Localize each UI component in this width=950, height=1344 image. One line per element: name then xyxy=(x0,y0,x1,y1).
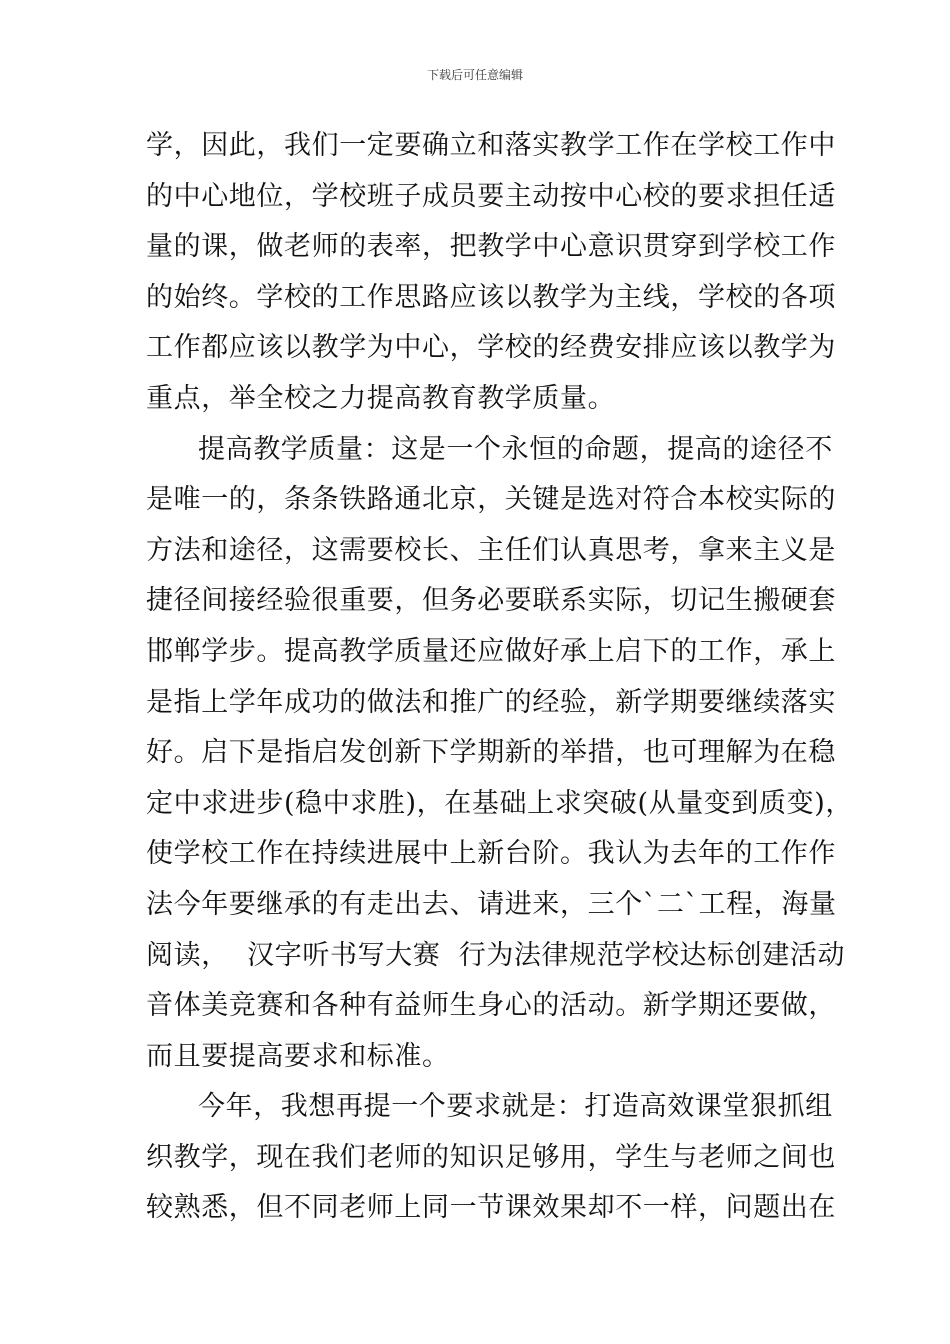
text-line: 方法和途径，这需要校长、主任们认真思考，拿来主义是 xyxy=(146,534,836,566)
text-line: 而且要提高要求和标准。 xyxy=(146,1040,450,1072)
text-line: 今年，我想再提一个要求就是：打造高效课堂狠抓组 xyxy=(198,1091,833,1123)
text-line: 工作都应该以教学为中心，学校的经费安排应该以教学为 xyxy=(146,332,836,364)
document-body xyxy=(146,121,853,1234)
text-line: 提高教学质量：这是一个永恒的命题，提高的途径不 xyxy=(198,433,833,465)
text-line: 量的课，做老师的表率，把教学中心意识贯穿到学校工作 xyxy=(146,231,836,263)
text-line: 使学校工作在持续进展中上新台阶。我认为去年的工作作 xyxy=(146,838,836,870)
text-line: 学，因此，我们一定要确立和落实教学工作在学校工作中 xyxy=(146,130,836,161)
text-line: 邯郸学步。提高教学质量还应做好承上启下的工作，承上 xyxy=(146,635,836,667)
text-line: 的中心地位，学校班子成员要主动按中心校的要求担任适 xyxy=(146,180,836,212)
text-line: 重点，举全校之力提高教育教学质量。 xyxy=(146,382,616,414)
text-line: 捷径间接经验很重要，但务必要联系实际，切记生搬硬套 xyxy=(146,585,836,617)
text-line: 好。启下是指启发创新下学期新的举措，也可理解为在稳 xyxy=(146,737,836,769)
text-line: 是指上学年成功的做法和推广的经验，新学期要继续落实 xyxy=(146,686,836,718)
text-line: 音体美竞赛和各种有益师生身心的活动。新学期还要做， xyxy=(146,990,836,1022)
text-line: 法今年要继承的有走出去、请进来，三个`二`工程，海量 xyxy=(146,888,837,920)
text-line: 织教学，现在我们老师的知识足够用，学生与老师之间也 xyxy=(146,1141,836,1173)
text-line: 定中求进步(稳中求胜)，在基础上求突破(从量变到质变)， xyxy=(146,787,853,819)
text-line: 的始终。学校的工作思路应该以教学为主线，学校的各项 xyxy=(146,281,836,313)
text-line: 是唯一的，条条铁路通北京，关键是选对符合本校实际的 xyxy=(146,484,836,516)
header-note: 下载后可任意编辑 xyxy=(426,68,523,82)
text-line: 较熟悉，但不同老师上同一节课效果却不一样，问题出在 xyxy=(146,1192,836,1224)
text-line: 阅读， 汉字听书写大赛 行为法律规范学校达标创建活动 xyxy=(146,939,846,971)
